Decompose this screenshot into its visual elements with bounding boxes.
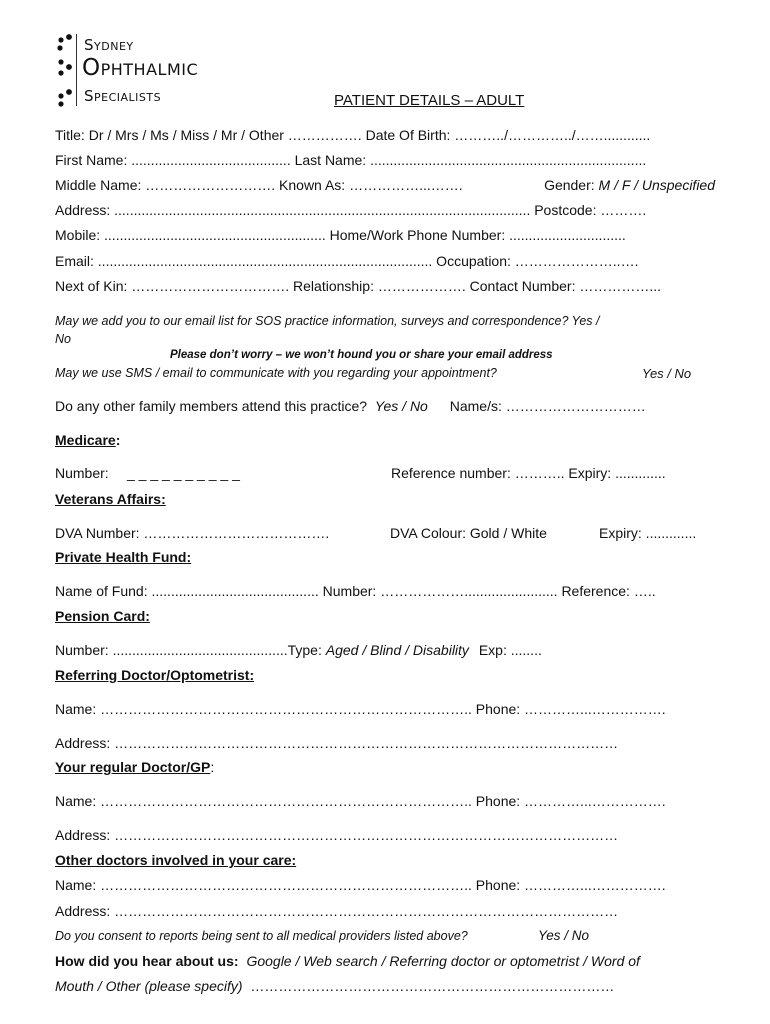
referring-address-row[interactable]: Address: ……………………………………………………………………………………………… (55, 735, 619, 751)
family-names[interactable]: Name/s: ………………………… (449, 398, 646, 414)
sms-question: May we use SMS / email to communicate with you regarding your appointment? (55, 366, 497, 380)
family-question-row[interactable] (55, 398, 646, 414)
name-row[interactable]: First Name: ......................................... Last Name: ....................................................................... (55, 152, 647, 168)
family-options[interactable]: Yes / No (374, 398, 428, 414)
family-question: Do any other family members attend this practice? (55, 398, 368, 414)
hear-about-options[interactable]: Google / Web search / Referring doctor or optometrist / Word of (246, 953, 640, 969)
hear-about-row[interactable] (55, 953, 640, 969)
next-of-kin-row[interactable]: Next of Kin: ……………………………. Relationship: ………………. Contact Number: ……………... (55, 278, 662, 294)
gp-heading (55, 759, 214, 775)
sms-options[interactable]: Yes / No (642, 366, 692, 381)
gp-name-row[interactable]: Name: …………………………………………………………………….. Phone: …………...……………. (55, 793, 666, 809)
medicare-number-boxes[interactable]: _ _ _ _ _ _ _ _ _ _ (127, 465, 240, 481)
middle-name-known-as[interactable]: Middle Name: ………………………. Known As: ……………...……. (55, 177, 463, 193)
email-list-question[interactable]: May we add you to our email list for SOS practice information, surveys and correspondence? Yes / (55, 314, 600, 328)
logo-divider (76, 34, 77, 106)
pension-heading: Pension Card: (55, 608, 150, 624)
form-title: PATIENT DETAILS – ADULT (334, 92, 525, 109)
middle-name-row[interactable] (55, 177, 715, 193)
health-fund-heading: Private Health Fund: (55, 549, 192, 565)
other-doctors-heading: Other doctors involved in your care: (55, 852, 297, 868)
hear-about-label: How did you hear about us: (55, 953, 239, 969)
pension-exp[interactable]: Exp: ........ (478, 642, 542, 658)
medicare-heading (55, 432, 120, 448)
other-doctors-address-row[interactable]: Address: ……………………………………………………………………………………………… (55, 903, 619, 919)
pension-number[interactable]: Number: .............................................Type: (55, 642, 322, 658)
consent-options[interactable]: Yes / No (538, 928, 590, 943)
gp-heading-text: Your regular Doctor/GP (55, 759, 211, 775)
hear-about-row-cont[interactable] (55, 978, 614, 994)
dva-expiry[interactable]: Expiry: ............. (599, 525, 697, 541)
email-list-question-cont[interactable]: No (55, 332, 71, 346)
address-row[interactable]: Address: ........................................................................................................... Postcode: ………. (55, 202, 647, 218)
medicare-number-label: Number: (55, 465, 109, 481)
consent-question: Do you consent to reports being sent to all medical providers listed above? (55, 929, 468, 943)
pension-row[interactable] (55, 642, 542, 658)
medicare-heading-text: Medicare (55, 432, 116, 448)
referring-name-row[interactable]: Name: …………………………………………………………………….. Phone: …………...……………. (55, 701, 666, 717)
veterans-heading: Veterans Affairs: (55, 491, 166, 507)
gp-address-row[interactable]: Address: ……………………………………………………………………………………………… (55, 827, 619, 843)
dva-colour[interactable]: DVA Colour: Gold / White (390, 525, 547, 541)
pension-types[interactable]: Aged / Blind / Disability (325, 642, 469, 658)
medicare-heading-colon: : (115, 432, 121, 448)
logo-specialists: Specialists (84, 87, 162, 105)
title-dob-row[interactable]: Title: Dr / Mrs / Ms / Miss / Mr / Other ……………. Date Of Birth: ………../…………../……............ (55, 127, 651, 143)
mobile-row[interactable]: Mobile: ......................................................... Home/Work Phone Number: .............................. (55, 227, 626, 243)
medicare-reference[interactable]: Reference number: ……….. Expiry: ............. (391, 465, 666, 481)
health-fund-row[interactable]: Name of Fund: ........................................... Number: ………………........................ Reference: ….. (55, 583, 656, 599)
hear-about-specify-dots[interactable]: …………………………………………………………………… (250, 978, 615, 994)
other-doctors-name-row[interactable]: Name: …………………………………………………………………….. Phone: …………...……………. (55, 877, 666, 893)
email-privacy-note: Please don’t worry – we won’t hound you or share your email address (170, 349, 553, 361)
logo-sydney: Sydney (84, 36, 134, 54)
gender-label: Gender: (544, 177, 595, 193)
email-row[interactable]: Email: ...................................................................................... Occupation: …………………..…. (55, 253, 639, 269)
referring-heading: Referring Doctor/Optometrist: (55, 667, 255, 683)
gender-options[interactable]: M / F / Unspecified (598, 177, 715, 193)
gender-field[interactable] (544, 177, 715, 193)
hear-about-options-cont[interactable]: Mouth / Other (please specify) (55, 978, 243, 994)
gp-heading-colon: : (210, 759, 215, 775)
logo-ophthalmic: Ophthalmic (82, 55, 199, 81)
dva-number[interactable]: DVA Number: …………………………………. (55, 525, 330, 541)
